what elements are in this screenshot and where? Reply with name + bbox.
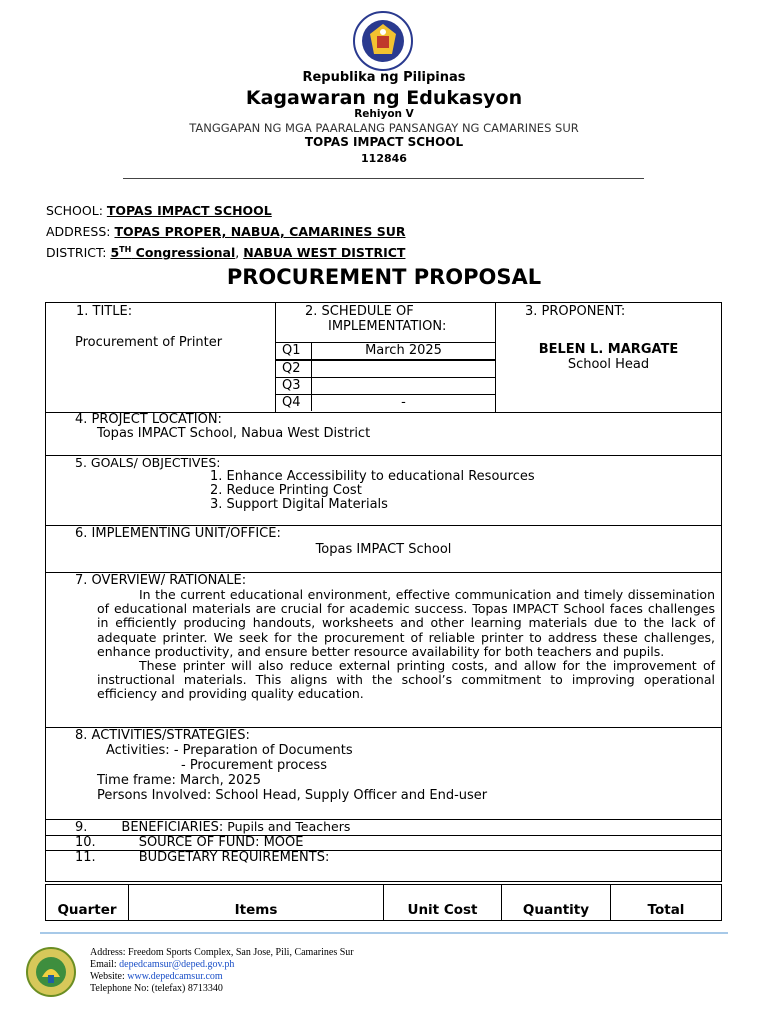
quarter-row: Q3 <box>276 377 495 394</box>
footer-phone: Telephone No: (telefax) 8713340 <box>90 983 223 994</box>
budget-header-total: Total <box>611 885 722 921</box>
header-department: Kagawaran ng Edukasyon <box>245 87 523 109</box>
goals-cell: 5. GOALS/ OBJECTIVES: 1. Enhance Accessibility to educational Resources 2. Reduce Printing Cost 3. Support Digital Materials <box>46 456 722 526</box>
quarter-row: Q2 <box>276 359 495 377</box>
budget-table <box>45 884 722 921</box>
proponent-cell: 3. PROPONENT: BELEN L. MARGATE School Head <box>496 303 722 413</box>
unit-cell: 6. IMPLEMENTING UNIT/OFFICE: Topas IMPACT School <box>46 526 722 573</box>
fund-cell: 10. SOURCE OF FUND: MOOE <box>46 836 722 851</box>
quarter-row: Q4 - <box>276 394 495 411</box>
website-link[interactable]: www.depedcamsur.com <box>127 971 223 982</box>
document-title: PROCUREMENT PROPOSAL <box>226 265 542 289</box>
quarter-row: Q1 March 2025 <box>276 342 495 359</box>
overview-cell: 7. OVERVIEW/ RATIONALE: In the current educational environment, effective communication and timely dissemination of educational materials are crucial for academic success. Topas IMPACT School faces challenges in efficiently producing handouts, worksheets and other learning materials due to the lack of adequate printer. We seek for the procurement of reliable printer to address these challenges, enhance productivity, and ensure better resource availability for both teachers and pupils. These printer will also reduce external printing costs, and allow for the improvement of instructional materials. This aligns with the school’s commitment to improving operational efficiency and providing quality education. <box>46 573 722 728</box>
budget-header-items: Items <box>129 885 384 921</box>
proposal-table <box>45 302 722 882</box>
budget-header-quantity: Quantity <box>502 885 611 921</box>
title-value: Procurement of Printer <box>75 335 223 350</box>
activities-cell: 8. ACTIVITIES/STRATEGIES: Activities: - Preparation of Documents - Procurement process Time frame: March, 2025 Persons Involved: School Head, Supply Officer and End-user <box>46 728 722 820</box>
header-school-id: 112846 <box>361 152 407 165</box>
header-republic: Republika ng Pilipinas <box>302 70 466 85</box>
title-cell: 1. TITLE: Procurement of Printer <box>46 303 276 413</box>
division-logo <box>26 947 76 997</box>
footer-divider <box>40 932 728 934</box>
budget-header-unit-cost: Unit Cost <box>384 885 502 921</box>
info-school: SCHOOL: TOPAS IMPACT SCHOOL <box>46 203 272 218</box>
info-district: DISTRICT: 5TH Congressional, NABUA WEST DISTRICT <box>46 245 406 261</box>
footer-contact <box>90 947 354 995</box>
location-cell: 4. PROJECT LOCATION: Topas IMPACT School, Nabua West District <box>46 413 722 456</box>
footer-address: Address: Freedom Sports Complex, San Jose, Pili, Camarines Sur <box>90 947 354 958</box>
proponent-role: School Head <box>567 357 650 372</box>
header-school: TOPAS IMPACT SCHOOL <box>304 135 464 149</box>
schedule-cell: 2. SCHEDULE OF IMPLEMENTATION: Q1 March 2025 Q2 Q3 Q4 - <box>276 303 496 413</box>
quarter-grid <box>276 342 495 411</box>
beneficiaries-cell: 9. BENEFICIARIES: Pupils and Teachers <box>46 820 722 836</box>
deped-seal <box>346 10 420 72</box>
footer-email: Email: depedcamsur@deped.gov.ph <box>90 959 235 970</box>
proponent-name: BELEN L. MARGATE <box>538 342 679 357</box>
goals-list: 1. Enhance Accessibility to educational Resources 2. Reduce Printing Cost 3. Support Digital Materials <box>210 469 535 512</box>
info-address: ADDRESS: TOPAS PROPER, NABUA, CAMARINES SUR <box>46 224 406 239</box>
budget-header-quarter: Quarter <box>46 885 129 921</box>
email-link[interactable]: depedcamsur@deped.gov.ph <box>119 959 235 970</box>
footer-website: Website: www.depedcamsur.com <box>90 971 223 982</box>
budget-label-cell: 11. BUDGETARY REQUIREMENTS: <box>46 851 722 882</box>
header-divider <box>123 178 644 179</box>
header-region: Rehiyon V <box>354 108 414 120</box>
header-office: TANGGAPAN NG MGA PAARALANG PANSANGAY NG CAMARINES SUR <box>189 121 579 135</box>
